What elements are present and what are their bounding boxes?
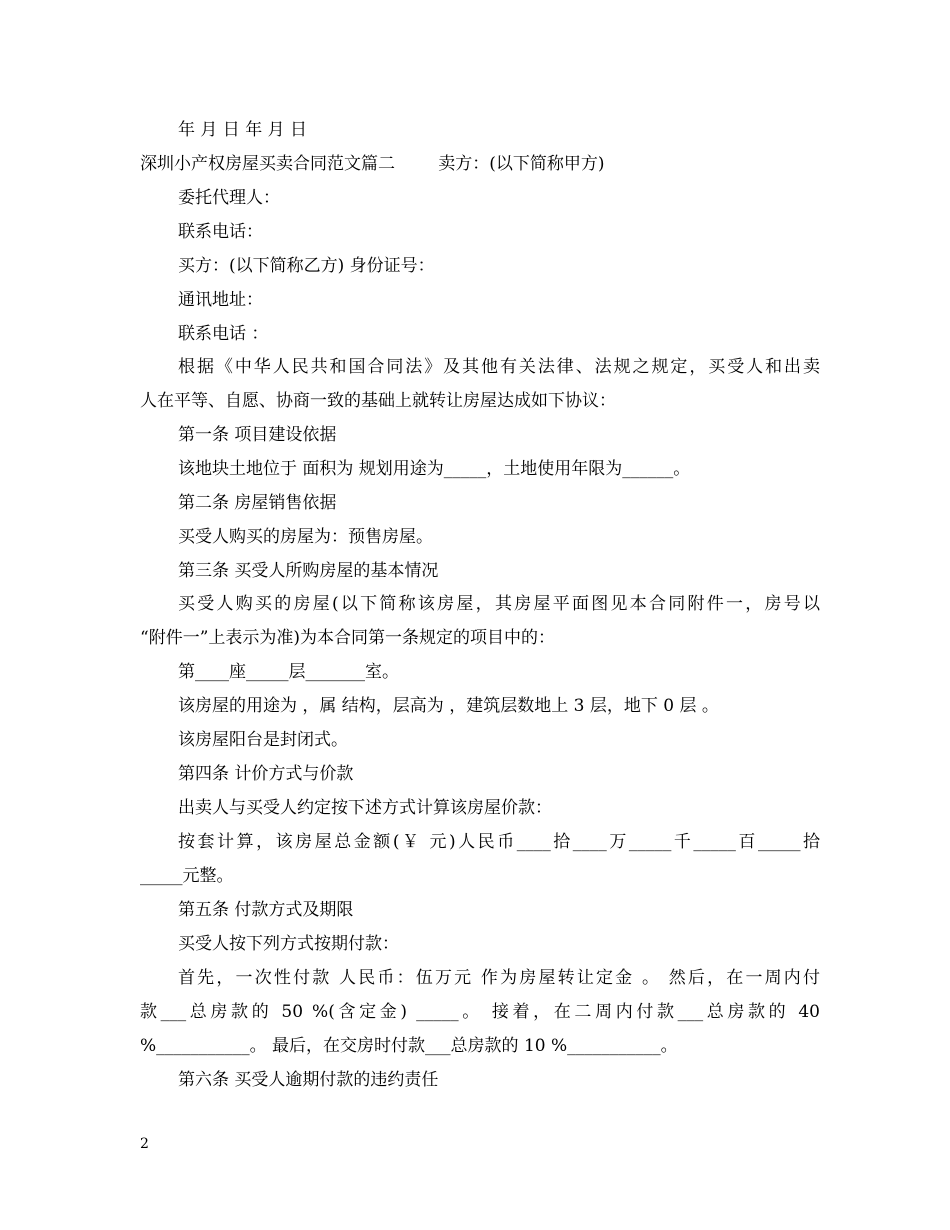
- paragraph-line: 买受人购买的房屋(以下简称该房屋，其房屋平面图见本合同附件一，房号以: [178, 594, 820, 614]
- paragraph-line: _____元整。: [140, 866, 234, 886]
- paragraph-line: 根据《中华人民共和国合同法》及其他有关法律、法规之规定，买受人和出卖: [178, 357, 820, 377]
- paragraph-line: %___________。 最后，在交房时付款___总房款的 10 %___________。: [140, 1036, 678, 1056]
- paragraph-line: 首先，一次性付款 人民币：伍万元 作为房屋转让定金 。 然后，在一周内付: [178, 968, 820, 988]
- address-line: 通讯地址：: [178, 290, 263, 310]
- article-heading: 第二条 房屋销售依据: [178, 493, 337, 513]
- page-number: 2: [140, 1136, 149, 1152]
- paragraph-line: 该房屋的用途为 ，属 结构，层高为 ，建筑层数地上 3 层，地下 0 层 。: [178, 696, 719, 716]
- article-heading: 第三条 买受人所购房屋的基本情况: [178, 561, 439, 581]
- article-heading: 第一条 项目建设依据: [178, 425, 337, 445]
- article-heading: 第五条 付款方式及期限: [178, 900, 354, 920]
- paragraph-line: 第____座_____层_______室。: [178, 662, 399, 682]
- paragraph-line: 买受人按下列方式按期付款：: [178, 934, 399, 954]
- article-heading: 第六条 买受人逾期付款的违约责任: [178, 1070, 439, 1090]
- paragraph-line: 出卖人与买受人约定按下述方式计算该房屋价款：: [178, 798, 552, 818]
- date-line: 年 月 日 年 月 日: [178, 120, 308, 140]
- paragraph-line: “附件一”上表示为准)为本合同第一条规定的项目中的：: [140, 628, 556, 648]
- buyer-line: 买方：(以下简称乙方) 身份证号：: [178, 256, 435, 276]
- paragraph-line: 该房屋阳台是封闭式。: [178, 730, 348, 750]
- paragraph-line: 按套计算，该房屋总金额(￥ 元)人民币____拾____万_____千_____百_____拾: [178, 832, 820, 852]
- phone-line-2: 联系电话 ：: [178, 324, 269, 344]
- agent-line: 委托代理人：: [178, 188, 280, 208]
- article-heading: 第四条 计价方式与价款: [178, 764, 354, 784]
- phone-line: 联系电话：: [178, 222, 263, 242]
- paragraph-line: 人在平等、自愿、协商一致的基础上就转让房屋达成如下协议：: [140, 391, 616, 411]
- title-seller-line: 深圳小产权房屋买卖合同范文篇二 卖方：(以下简称甲方): [140, 154, 605, 174]
- paragraph-line: 该地块土地位于 面积为 规划用途为_____，土地使用年限为______。: [178, 459, 691, 479]
- paragraph-line: 款___总房款的 50 %(含定金) _____。 接着，在二周内付款___总房款的 40: [140, 1002, 820, 1022]
- paragraph-line: 买受人购买的房屋为：预售房屋。: [178, 527, 433, 547]
